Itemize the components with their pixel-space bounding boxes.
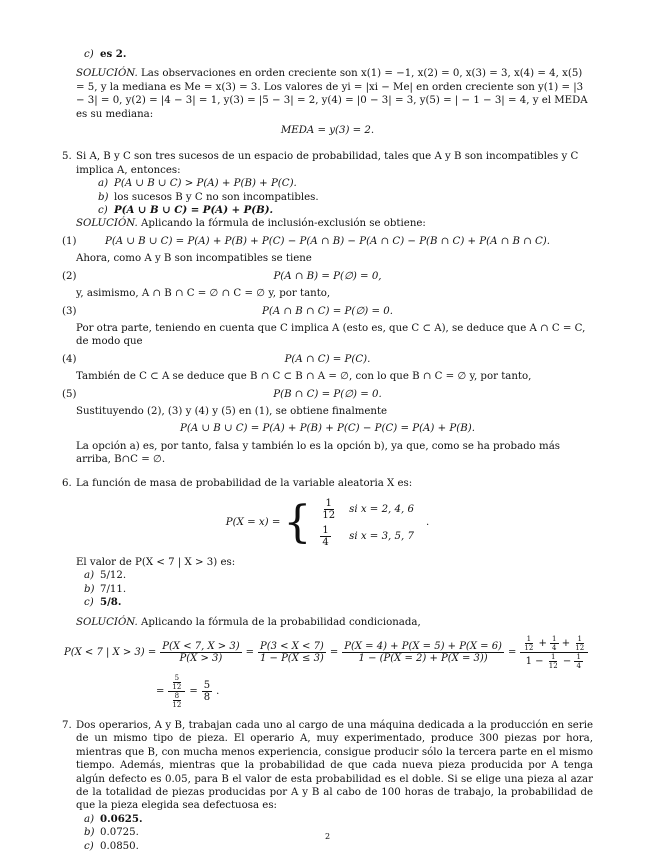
q6-result-line: = $\frac{\frac{5}{12}}{\frac{8}{12}}$ = $\frac{5}{8}$ .: [156, 674, 220, 709]
q5-option-b: b) los sucesos B y C no son incompatibles.: [98, 191, 319, 203]
q6-question: El valor de P(X < 7 | X > 3) es:: [76, 556, 236, 568]
q6-pmf-definition: P(X = x) = { $\frac{1}{12}$ si x = 2, 4, 6 $\frac{1}{4}$ si x = 3, 5, 7 .: [225, 496, 430, 548]
q5-equation-2: (2) P(A ∩ B) = P(∅) = 0,: [62, 270, 382, 282]
q5-text-2: Ahora, como A y B son incompatibles se tiene: [76, 253, 312, 265]
q6-statement: La función de masa de probabilidad de la variable aleatoria X es:: [76, 477, 413, 489]
q6-fraction-4: $\frac{1}{12}$ + $\frac{1}{4}$ + $\frac{1}{12}$ 1 − $\frac{1}{12}$ − $\frac{1}{4}$: [520, 635, 588, 670]
q6-option-a: a) 5/12.: [84, 570, 127, 582]
q5-solution-intro: SOLUCIÓN. Aplicando la fórmula de inclusión-exclusión se obtiene:: [76, 218, 426, 230]
q7-option-a: a) 0.0625.: [84, 812, 143, 825]
q5-text-3: y, asimismo, A ∩ B ∩ C = ∅ ∩ C = ∅ y, por tanto,: [76, 288, 331, 300]
q6-solution-intro: SOLUCIÓN. Aplicando la fórmula de la probabilidad condicionada,: [76, 616, 421, 628]
q4-meda-equation: MEDA = y(3) = 2.: [280, 125, 375, 137]
q5-equation-4: (4) P(A ∩ C) = P(C).: [62, 353, 371, 365]
q5-number: 5.: [62, 151, 72, 163]
q4-option-c: c) es 2.: [84, 48, 127, 60]
q4-solution: SOLUCIÓN. Las observaciones en orden creciente son x(1) = −1, x(2) = 0, x(3) = 3, x(4) = 4, x(5) = 5, y la mediana es Me = x(3) = 3. Los valores de yi = |xi − Me| en orden creciente son y(1) = |3 − 3| = 0, y(2) = |4 − 3| = 1, y(3) = |5 − 3| = 2, y(4) = |0 − 3| = 3, y(5) = | − 1 − 3| = 4, y el MEDA es su mediana:: [76, 68, 588, 120]
q6-case-2: $\frac{1}{4}$ si x = 3, 5, 7: [322, 524, 414, 548]
q5-option-c: c) P(A ∪ B ∪ C) = P(A) + P(B).: [98, 204, 274, 217]
q7-option-b: b) 0.0725.: [84, 827, 139, 839]
q7-option-c: c) 0.0850.: [84, 840, 139, 852]
q5-option-a: a) P(A ∪ B ∪ C) > P(A) + P(B) + P(C).: [98, 178, 297, 190]
q5-equation-3: (3) P(A ∩ B ∩ C) = P(∅) = 0.: [62, 305, 393, 317]
q5-text-4: Por otra parte, teniendo en cuenta que C implica A (esto es, que C ⊂ A), se deduce que A ∩ C = C, de modo que: [76, 322, 586, 348]
q5-text-6: Sustituyendo (2), (3) y (4) y (5) en (1), se obtiene finalmente: [76, 405, 388, 417]
q5-equation-6: P(A ∪ B ∪ C) = P(A) + P(B) + P(C) − P(C) = P(A) + P(B).: [180, 423, 475, 435]
page-number: 2: [324, 832, 331, 841]
q7-number: 7.: [62, 720, 72, 731]
q6-pmf-cases: [314, 496, 420, 550]
q6-case-1: $\frac{1}{12}$ si x = 2, 4, 6: [322, 497, 414, 521]
q5-equation-1: (1) P(A ∪ B ∪ C) = P(A) + P(B) + P(C) − P(A ∩ B) − P(A ∩ C) − P(B ∩ C) + P(A ∩ B ∩ C).: [62, 235, 551, 247]
q5-equation-5: (5) P(B ∩ C) = P(∅) = 0.: [62, 388, 382, 400]
q5-block: [62, 150, 593, 230]
q5-text-5: También de C ⊂ A se deduce que B ∩ C ⊂ B ∩ A = ∅, con lo que B ∩ C = ∅ y, por tanto,: [76, 371, 532, 383]
q6-block: [62, 477, 593, 490]
q5-text-7: La opción a) es, por tanto, falsa y también lo es la opción b), ya que, como se ha probado más arriba, B∩C = ∅.: [76, 440, 561, 466]
q4-block: [62, 48, 593, 137]
q6-long-equation: P(X < 7 | X > 3) = $\frac{P(X < 7, X > 3)}{P(X > 3)}$ = $\frac{P(3 < X < 7)}{1 - P(X \le 3)}$ = $\frac{P(X = 4) + P(X = 5) + P(X = 6)}{1 - (P(X = 2) + P(X = 3))}$ = $\frac{1}{12}$ + $\frac{1}{4}$ + $\frac{1}{12}$ 1 − $\frac{1}{12}$ − $\frac{1}{4}$: [62, 635, 593, 670]
q6-option-b: b) 7/11.: [84, 583, 127, 595]
q7-statement: Dos operarios, A y B, trabajan cada uno al cargo de una máquina dedicada a la producción en serie de un mismo tipo de pieza. El operario A, muy experimentado, produce 300 piezas por hora, mientras que B, con mucha menos experiencia, consigue producir sólo la tercera parte en el mismo tiempo. Además, mientras que la probabilidad de que cada nueva pieza producida por A tenga algún defecto es 0.05, para B el valor de esta probabilidad es el doble. Si se elige una pieza al azar de la totalidad de piezas producidas por A y B al cabo de 100 horas de trabajo, la probabilidad de que la pieza elegida sea defectuosa es:: [76, 720, 593, 812]
q6-number: 6.: [62, 477, 72, 489]
q5-statement: Si A, B y C son tres sucesos de un espacio de probabilidad, tales que A y B son incompatibles y C implica A, entonces:: [76, 151, 579, 176]
left-brace-icon: {: [283, 496, 312, 548]
q6-option-c: c) 5/8.: [84, 596, 122, 609]
